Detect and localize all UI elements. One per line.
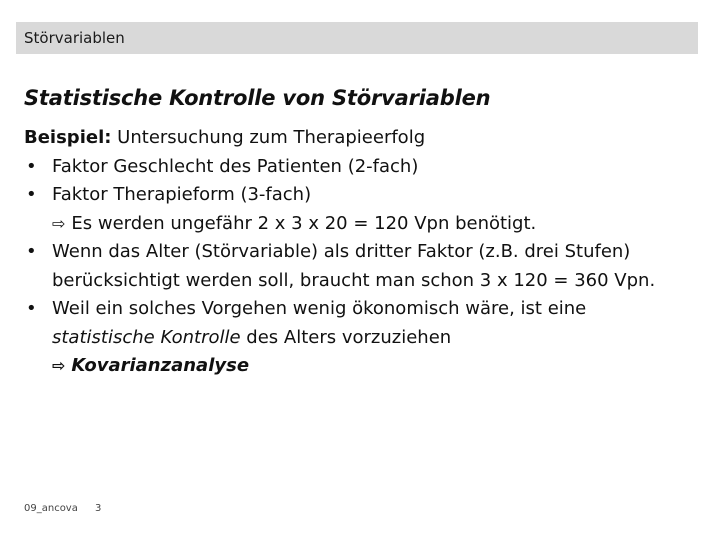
bullet-text: berücksichtigt werden soll, braucht man schon 3 x 120 = 360 Vpn. (52, 269, 656, 291)
bullet-text: Weil ein solches Vorgehen wenig ökonomisch wäre, ist eine (52, 298, 587, 319)
slide-content (24, 124, 704, 381)
bullet-text: Wenn das Alter (Störvariable) als dritter Faktor (z.B. drei Stufen) (52, 241, 631, 262)
arrow-right-icon: ⇨ (52, 356, 66, 375)
example-line (24, 124, 704, 153)
example-text: Untersuchung zum Therapieerfolg (111, 127, 426, 148)
conclusion-text: Es werden ungefähr 2 x 3 x 20 = 120 Vpn benötigt. (71, 212, 537, 234)
list-item (24, 181, 704, 210)
bullet-icon: • (26, 298, 37, 319)
result-line (24, 352, 704, 381)
list-item (24, 295, 704, 324)
emphasis-text: statistische Kontrolle (52, 326, 241, 348)
bullet-icon: • (26, 184, 37, 205)
slide-title: Statistische Kontrolle von Störvariablen (24, 86, 491, 110)
section-label: Störvariablen (24, 29, 125, 47)
footer-page-number: 3 (95, 503, 102, 514)
header-bar (16, 22, 698, 54)
bullet-text: des Alters vorzuziehen (240, 326, 452, 348)
list-item-continuation (24, 267, 704, 296)
list-item-continuation (24, 324, 704, 353)
bullet-icon: • (26, 155, 37, 177)
conclusion-line (24, 210, 704, 239)
bullet-text: Faktor Therapieform (3-fach) (52, 184, 312, 205)
list-item (24, 238, 704, 267)
example-label: Beispiel: (24, 127, 112, 148)
footer-file-label: 09_ancova (24, 503, 78, 514)
arrow-right-icon: ⇨ (52, 213, 66, 233)
bullet-icon: • (26, 241, 37, 262)
bullet-text: Faktor Geschlecht des Patienten (2-fach) (52, 155, 419, 177)
result-text: Kovarianzanalyse (71, 355, 250, 376)
list-item (24, 153, 704, 182)
